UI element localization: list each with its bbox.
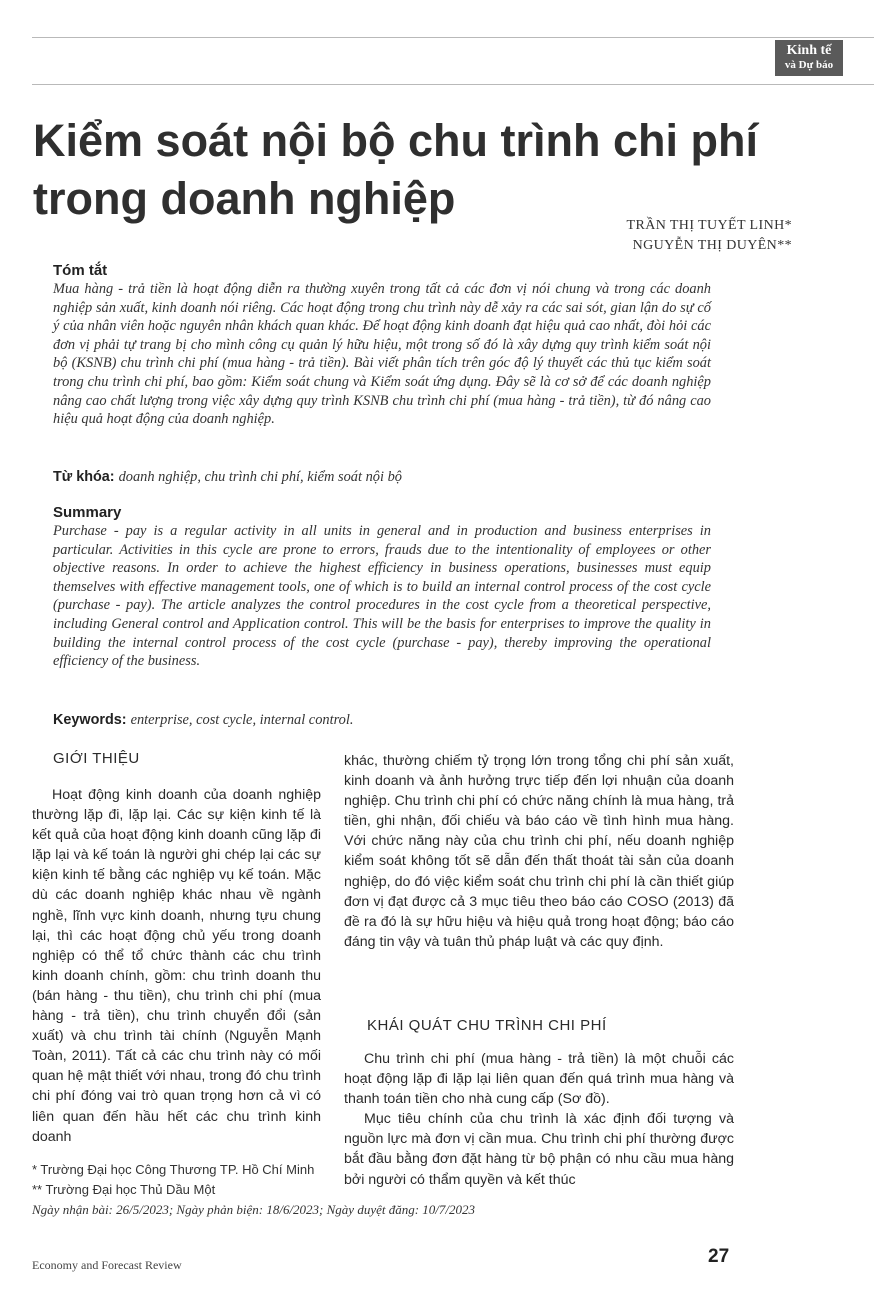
abstract-vi-heading: Tóm tắt [53,262,108,279]
overview-paragraph-2: Mục tiêu chính của chu trình là xác định đối tượng và nguồn lực mà đơn vị cần mua. Chu trình chi phí thường được bắt đầu bằng đơn đặt hàng từ bộ phận có nhu cầu mua hàng bởi người có thẩm quyền và kết thúc [344,1111,734,1188]
top-rule [32,37,874,38]
journal-name: Economy and Forecast Review [32,1258,182,1272]
logo-line1: Kinh tế [786,43,832,58]
author-1: TRẦN THỊ TUYẾT LINH* [626,218,792,233]
section-heading-intro: GIỚI THIỆU [53,750,140,767]
intro-paragraph-continued: khác, thường chiếm tỷ trọng lớn trong tổng chi phí sản xuất, kinh doanh và ảnh hưởng trực tiếp đến lợi nhuận của doanh nghiệp. Chu trình chi phí có chức năng chính là mua hàng, trả tiền, ghi nhận, đối chiếu và báo cáo về tình hình mua hàng. Với chức năng này của chu trình chi phí, nếu doanh nghiệp kiểm soát không tốt sẽ dẫn đến thất thoát tài sản của doanh nghiệp, do đó việc kiểm soát chu trình chi phí là cần thiết giúp đơn vị đạt được cả 3 mục tiêu theo báo cáo COSO (2013) đã đề ra đó là sự hữu hiệu và hiệu quả trong hoạt động; báo cáo đáng tin vậy và tuân thủ pháp luật và các quy định. [344,753,734,950]
journal-logo [775,40,843,76]
author-list [627,216,793,256]
footnote-1: * Trường Đại học Công Thương TP. Hồ Chí Minh [32,1162,315,1177]
intro-paragraph: Hoạt động kinh doanh của doanh nghiệp thường lặp đi, lặp lại. Các sự kiện kinh tế là kết quả của hoạt động kinh doanh cũng lặp đi lặp lại và kế toán là người ghi chép lại các sự kiện kinh tế bằng các nghiệp vụ kế toán. Mặc dù các doanh nghiệp khác nhau về ngành nghề, lĩnh vực kinh doanh, nhưng tựu chung lại, thì các hoạt động chủ yếu trong doanh nghiệp có thể tổ chức thành các chu trình kinh doanh chính, gồm: chu trình doanh thu (bán hàng - thu tiền), chu trình chi phí (mua hàng - trả tiền), chu trình chuyển đổi (sản xuất) và chu trình tài chính (Nguyễn Mạnh Toàn, 2011). Tất cả các chu trình này có mối quan hệ mật thiết với nhau, trong đó chu trình chi phí đóng vai trò quan trọng hơn cả vì có liên quan đến hầu hết các chu trình kinh doanh [32,787,321,1145]
keywords-vi-label: Từ khóa: [53,469,115,485]
footnotes [32,1160,475,1220]
abstract-en-text: Purchase - pay is a regular activity in all units in general and in production and business enterprises in particular. Activities in this cycle are prone to errors, frauds due to the intentionality of employees or other objective reasons. In order to achieve the highest efficiency in business operations, businesses must equip themselves with effective management tools, one of which is to build an internal control process of the cost cycle (purchase - pay). The article analyzes the control procedures in the cost cycle from a theoretical perspective, including General control and Application control. This will be the basis for enterprises to improve the quality in building the internal control process of the cost cycle (purchase - pay), thereby improving the operational efficiency of the business. [53,523,711,670]
left-column-body [32,785,321,1147]
title-line1: Kiểm soát nội bộ chu trình chi phí [33,115,759,166]
overview-paragraph-1: Chu trình chi phí (mua hàng - trả tiền) là một chuỗi các hoạt động lặp đi lặp lại liên quan đến quá trình mua hàng và thanh toán tiền cho nhà cung cấp (Sơ đồ). [344,1051,734,1108]
section-heading-overview: KHÁI QUÁT CHU TRÌNH CHI PHÍ [367,1017,607,1034]
logo-line2: và Dự báo [784,59,834,71]
title-line2: trong doanh nghiệp [33,173,456,224]
keywords-en-value: enterprise, cost cycle, internal control. [130,712,354,728]
page-number: 27 [708,1246,730,1267]
footnote-2: ** Trường Đại học Thủ Dầu Một [32,1182,216,1197]
abstract-en-heading: Summary [53,504,122,521]
keywords-en-label: Keywords: [53,712,127,728]
author-2: NGUYỄN THỊ DUYÊN** [632,238,792,253]
right-column-body [344,751,734,952]
keywords-vi-value: doanh nghiệp, chu trình chi phí, kiểm soát nội bộ [118,469,402,485]
article-title [33,112,793,228]
abstract-vi-text: Mua hàng - trả tiền là hoạt động diễn ra thường xuyên trong tất cả các đơn vị nói chung và trong các doanh nghiệp sản xuất, kinh doanh nói riêng. Các hoạt động trong chu trình này dễ xảy ra các sai sót, gian lận do sự cố ý của nhân viên hoặc nguyên nhân khách quan khác. Để hoạt động kinh doanh đạt hiệu quả cao nhất, đòi hỏi các đơn vị phải tự trang bị cho mình công cụ quản lý hữu hiệu, một trong số đó là xây dựng quy trình kiểm soát nội bộ (KSNB) chu trình chi phí (mua hàng - trả tiền). Bài viết phân tích trên góc độ lý thuyết các thủ tục kiểm soát trong chu trình chi phí, bao gồm: Kiểm soát chung và Kiểm soát ứng dụng. Đây sẽ là cơ sở để các doanh nghiệp nâng cao chất lượng trong việc xây dựng quy trình KSNB chu trình chi phí (mua hàng - trả tiền), từ đó nâng cao hiệu quả hoạt động của doanh nghiệp. [53,281,711,428]
submission-dates: Ngày nhận bài: 26/5/2023; Ngày phản biện: 18/6/2023; Ngày duyệt đăng: 10/7/2023 [32,1202,476,1217]
header-rule [32,84,874,85]
keywords-en [53,712,353,729]
keywords-vi [53,469,402,486]
